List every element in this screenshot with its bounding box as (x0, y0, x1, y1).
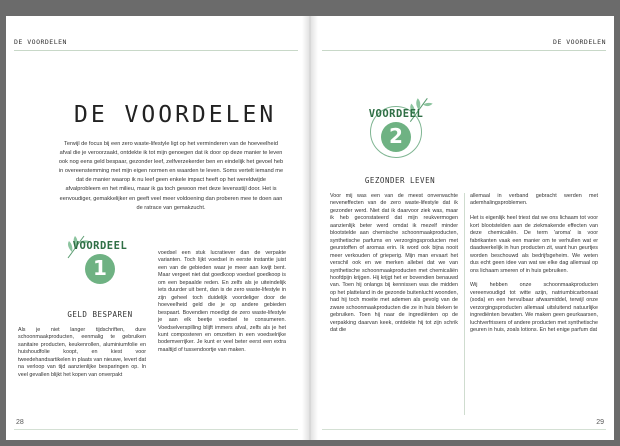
column-divider (464, 193, 465, 415)
body-paragraph: Het is eigenlijk heel triest dat we ons lichaam tot voor kort blootstelden aan de ziekmakende effecten van deze chemicaliën. De term 'aroma' is voor fabrikanten vaak een manier om te verhullen wat er daadwerkelijk in hun producten zit, want hun geurtjes worden beschouwd als bedrijfsgeheim. We weten dus echt geen idee van wat we elke dag allemaal op ons lichaam smeren of in huis gebruiken. (470, 215, 598, 274)
section-title: GELD BESPAREN (67, 310, 133, 319)
benefit-badge-1 (70, 236, 130, 294)
badge-word: VOORDEEL (72, 240, 128, 252)
badge-word: VOORDEEL (368, 108, 424, 120)
badge-number: 2 (389, 124, 403, 148)
footer-rule (14, 429, 298, 430)
header-rule (14, 50, 298, 51)
body-paragraph: Voor mij was een van de meest onverwachte neveneffecten van de zero waste-lifestyle dat ik gezonder werd. Niet dat ik daarvoor ziek was, maar ik heb geconstateerd dat mijn reukvermogen aanzienlijk beter werd omdat ik mezelf minder blootstelde aan chemische schoonmaakproducten, synthetische parfums en verzorgingsproducten met geurstoffen of aromas erin. Ik word ook bijna nooit meer verkouden of grieperig. Mijn man ervaart het verschil ook en we merken allebei dat we van synthetische schoonmaakproducten met chemicaliën hoofdpijn krijgen. Hij krijgt het er bovendien benauwd van. Toen hij onlangs bij kennissen was die midden op het platteland in de gezonde buitenlucht woonden, had hij toch moeite met ademen als gevolg van de zware schoonmaakproducten die ze in huis bleken te gebruiken. Toen hij naar de ingrediënten op de verpakking daarvan keek, ontdekte hij tot zijn schrik dat die (330, 193, 458, 334)
header-rule (322, 50, 606, 51)
text-column-2 (470, 193, 598, 342)
right-page (318, 16, 614, 440)
text-column-1 (18, 327, 146, 387)
badge-number: 1 (93, 256, 107, 280)
page-number: 28 (16, 419, 24, 426)
running-head: DE VOORDELEN (553, 38, 606, 46)
body-paragraph: Wij hebben onze schoonmaakproducten vereenvoudigd tot witte azijn, natriumbicarbonaat (soda) en een hervulbaar afwasmiddel, terwijl onze verzorgingsproducten allemaal uitsluitend natuurlijke ingrediënten bevatten. We maken geen geurkaarsen, luchtverfrissers of andere producten met synthetische geuren in huis, zoals lotions. En het enige parfum dat (470, 282, 598, 334)
text-column-1 (330, 193, 458, 342)
section-title: GEZONDER LEVEN (364, 176, 436, 185)
intro-paragraph: Terwijl de focus bij een zero waste-lifestyle ligt op het verminderen van de hoeveelheid afval die je veroorzaakt, ontdekte ik tot mijn genoegen dat ik door op deze manier te leven ook nog eens geld bespaar, gezonder leef, zelfverzekerder ben en eindelijk het gevoel heb in overeenstemming met mijn eigen normen en waarden te leven. Soms vertelt iemand me dat de manier waarop ik nu leef geen enkele impact heeft op het wereldwijde afvalprobleem en het milieu, maar ik ga toch gewoon met deze levensstijl door. Het is eenvoudiger, gemakkelijker en geeft veel meer voldoening dan proberen mee te doen aan de ratrace van gemakzucht. (58, 141, 284, 211)
benefit-badge-2 (366, 104, 426, 162)
body-paragraph: voedsel een stuk lucratiever dan de verpakte varianten. Toch lijkt voedsel in eerste instantie juist een van de gebieden waar je meer aan kwijt bent. Maar vergeet niet dat goedkoop voedsel goedkoop is om een bepaalde reden. En zelfs als je uiteindelijk iets duurder uit bent, dan is de zero waste-lifestyle in zijn geheel toch duidelijk voordeliger door de hoeveelheid geld die je op andere gebieden bespaart. Bovendien moedigt de zero waste-lifestyle je aan elk beetje voedsel te consumeren. Voedselverspilling blijft immers afval, zelfs als je het kunt composteren en omzetten in een voedselrijke bodemverrijker. Je kunt er veel beter eerst een extra maaltijd of tussendoortje van maken. (158, 250, 286, 353)
book-spine (302, 16, 318, 440)
running-head: DE VOORDELEN (14, 38, 67, 46)
chapter-title: DE VOORDELEN (74, 102, 277, 128)
footer-rule (322, 429, 606, 430)
page-number: 29 (596, 419, 604, 426)
left-page (6, 16, 302, 440)
body-paragraph: Als je niet langer tijdschriften, dure schoonmaakproducten, eenmalig te gebruiken sanitaire producten, keukenrollen, aluminiumfolie en huishoudfolie koopt, en kiest voor tweedehandsartikelen in plaats van nieuwe, levert dat na verloop van tijd aanzienlijke besparingen op. In veel gevallen blijkt het kopen van onverpakt (18, 327, 146, 378)
text-column-2 (158, 250, 286, 362)
body-paragraph: allemaal in verband gebracht werden met ademhalingsproblemen. (470, 193, 598, 207)
